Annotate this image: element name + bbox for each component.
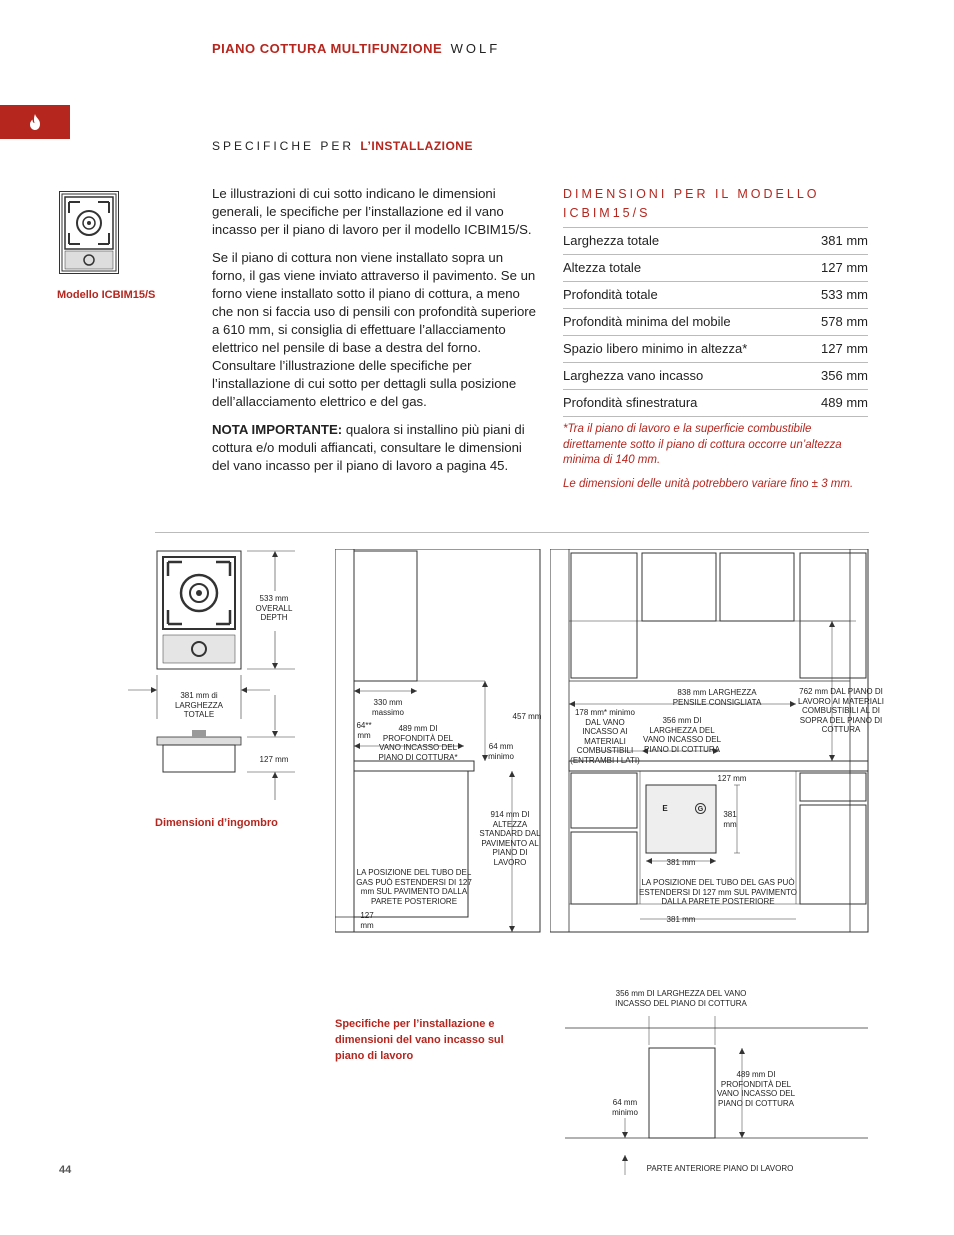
cutout-front-label: PARTE ANTERIORE PIANO DI LAVORO	[646, 1164, 794, 1173]
cutout-min64-label: 64 mm minimo	[612, 1098, 638, 1117]
spec-label: Altezza totale	[563, 260, 642, 275]
spec-row	[563, 309, 868, 336]
section-tab	[0, 105, 70, 139]
cutout-356-label: 356 mm DI LARGHEZZA DEL VANO INCASSO DEL PIANO DI COTTURA	[615, 989, 747, 1008]
overall-height-label: 127 mm	[259, 755, 289, 764]
paragraph-1: Le illustrazioni di cui sotto indicano le dimensioni generali, le specifiche per l’installazione ed il vano incasso per il piano di lavoro per il modello ICBIM15/S.	[212, 186, 532, 237]
front-381-height-label: 381 mm	[723, 810, 737, 829]
model-label: Modello ICBIM15/S	[57, 289, 156, 301]
intro-text	[212, 185, 537, 485]
spec-row	[563, 390, 868, 417]
model-thumbnail	[59, 191, 119, 274]
section-title-prefix: SPECIFICHE PER	[212, 139, 355, 153]
spec-note-1: *Tra il piano di lavoro e la superficie combustibile direttamente sotto il piano di cottura occorre un’altezza minima di 140 mm.	[563, 423, 842, 466]
spec-value: 533 mm	[821, 287, 868, 302]
side-64-label: 64** mm	[356, 721, 372, 740]
overall-dimensions-drawing	[120, 545, 310, 805]
spec-row	[563, 228, 868, 255]
front-178-label: 178 mm* minimo DAL VANO INCASSO AI MATERIALI COMBUSTIBILI (ENTRAMBI I LATI)	[570, 708, 640, 765]
important-note-text: qualora si installino più piani di cottura e/o moduli affiancati, consultare le dimensioni del vano incasso per il piano di lavoro a pagina 45.	[212, 422, 525, 473]
spec-value: 356 mm	[821, 368, 868, 383]
front-381-bottom-label: 381 mm	[666, 915, 696, 924]
header-title: PIANO COTTURA MULTIFUNZIONE	[212, 41, 443, 56]
spec-label: Larghezza totale	[563, 233, 660, 248]
spec-label: Larghezza vano incasso	[563, 368, 704, 383]
front-gas-note: LA POSIZIONE DEL TUBO DEL GAS PUÒ ESTENDERSI DI 127 mm SUL PAVIMENTO DALLA PARETE POSTERIORE	[639, 878, 797, 906]
cutout-caption: Specifiche per l’installazione e dimensioni del vano incasso sul piano di lavoro	[335, 1018, 504, 1062]
front-838-label: 838 mm LARGHEZZA PENSILE CONSIGLIATA	[672, 688, 762, 707]
important-note-label: NOTA IMPORTANTE:	[212, 422, 343, 437]
spec-row	[563, 282, 868, 309]
front-762-label: 762 mm DAL PIANO DI LAVORO AI MATERIALI COMBUSTIBILI AL DI SOPRA DEL PIANO DI COTTURA	[798, 687, 884, 734]
side-gas-note: LA POSIZIONE DEL TUBO DEL GAS PUÒ ESTENDERSI DI 127 mm SUL PAVIMENTO DALLA PARETE POSTERIORE	[356, 868, 472, 906]
spec-notes	[563, 422, 868, 492]
section-title	[212, 139, 473, 153]
spec-value: 381 mm	[821, 233, 868, 248]
paragraph-2: Se il piano di cottura non viene installato sopra un forno, il gas viene inviato attraverso il pavimento. Se un forno viene installato sotto il piano di cottura, a meno che non si faccia uso di pensili con profondità superiore a 610 mm, si consiglia di effettuare l’allacciamento elettrico nel pensile di base a destra del forno. Consultare l’illustrazione delle specifiche per l’installazione di cui sotto per dettagli sulla posizione dell’allacciamento elettrico e del gas.	[212, 250, 537, 409]
spec-label: Profondità sfinestratura	[563, 395, 698, 410]
side-457-label: 457 mm	[512, 712, 542, 721]
cooktop-thumbnail-icon	[60, 192, 118, 273]
side-489-label: 489 mm DI PROFONDITÀ DEL VANO INCASSO DEL PIANO DI COTTURA*	[378, 724, 458, 762]
gas-connection-label: G	[695, 803, 706, 814]
spec-row	[563, 336, 868, 363]
overall-caption: Dimensioni d’ingombro	[155, 817, 278, 829]
side-min64-label: 64 mm minimo	[488, 742, 514, 761]
electrical-box-label: E	[662, 804, 668, 813]
front-127-label: 127 mm	[717, 774, 747, 783]
front-356-label: 356 mm DI LARGHEZZA DEL VANO INCASSO DEL PIANO DI COTTURA	[642, 716, 722, 754]
front-381-width-label: 381 mm	[666, 858, 696, 867]
spec-value: 127 mm	[821, 260, 868, 275]
side-914-label: 914 mm DI ALTEZZA STANDARD DAL PAVIMENTO AL PIANO DI LAVORO	[479, 810, 541, 867]
side-127-label: 127 mm	[360, 911, 374, 930]
spec-note-2: Le dimensioni delle unità potrebbero variare fino ± 3 mm.	[563, 477, 854, 490]
page-header	[212, 40, 500, 58]
table-title-line1: DIMENSIONI PER IL MODELLO	[563, 187, 820, 201]
side-max-330-label: 330 mm massimo	[371, 698, 404, 717]
spec-table-title	[563, 185, 868, 223]
spec-table	[563, 227, 868, 418]
header-brand: WOLF	[450, 41, 501, 56]
flame-icon	[27, 113, 43, 131]
overall-depth-label: 533 mm OVERALL DEPTH	[255, 594, 293, 622]
overall-width-label: 381 mm di LARGHEZZA TOTALE	[174, 691, 223, 719]
spec-value: 578 mm	[821, 314, 868, 329]
spec-row	[563, 363, 868, 390]
spec-value: 127 mm	[821, 341, 868, 356]
table-title-line2: ICBIM15/S	[563, 206, 651, 220]
spec-label: Spazio libero minimo in altezza*	[563, 341, 748, 356]
paragraph-3	[212, 421, 537, 475]
divider	[155, 532, 869, 533]
spec-label: Profondità minima del mobile	[563, 314, 731, 329]
spec-row	[563, 255, 868, 282]
cutout-489-label: 489 mm DI PROFONDITÀ DEL VANO INCASSO DEL PIANO DI COTTURA	[716, 1070, 796, 1108]
spec-value: 489 mm	[821, 395, 868, 410]
spec-label: Profondità totale	[563, 287, 658, 302]
section-title-highlight: L’INSTALLAZIONE	[360, 139, 473, 153]
page-number: 44	[59, 1164, 72, 1176]
